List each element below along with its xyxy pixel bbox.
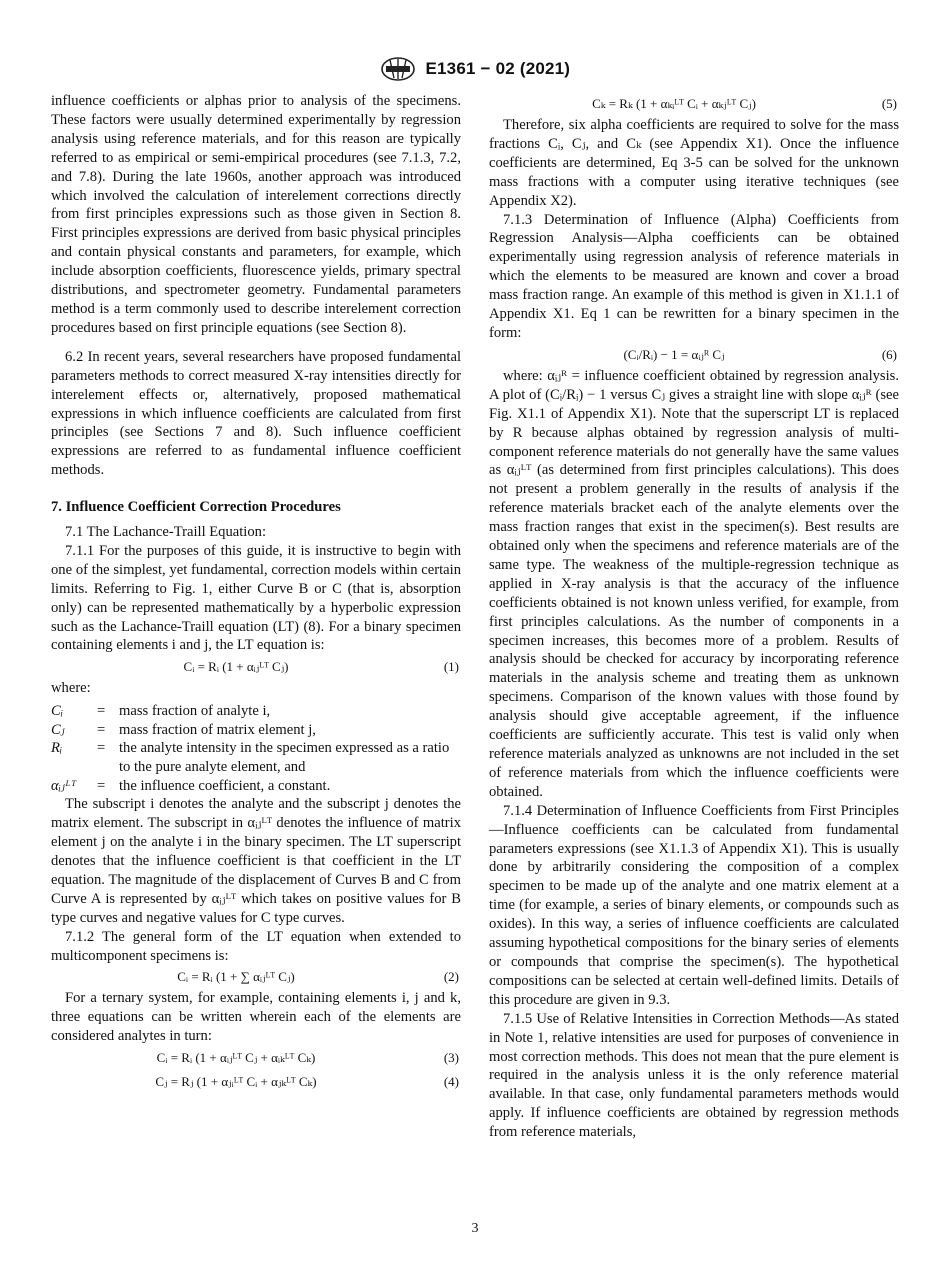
- right-column: [489, 92, 899, 1142]
- equation-5: [489, 92, 899, 116]
- definition-item: [51, 739, 461, 776]
- document-designation: E1361 − 02 (2021): [425, 59, 571, 78]
- paragraph-7-1-2: 7.1.2 The general form of the LT equation when extended to multicomponent specimens is:: [51, 928, 461, 964]
- equation-2: [51, 965, 461, 989]
- equation-3-body: Cᵢ = Rᵢ (1 + αᵢⱼᴸᵀ Cⱼ + αᵢₖᴸᵀ Cₖ): [156, 1050, 316, 1066]
- definition-equals: =: [97, 740, 106, 757]
- definition-text: the influence coefficient, a constant.: [119, 777, 331, 794]
- astm-logo-icon: [380, 56, 416, 82]
- definition-symbol: Cⱼ: [51, 721, 65, 738]
- equation-6: [489, 343, 899, 367]
- equation-6-number: (6): [881, 346, 897, 362]
- equation-3-number: (3): [443, 1050, 459, 1066]
- paragraph-7-1-5: 7.1.5 Use of Relative Intensities in Correction Methods—As stated in Note 1, relative intensities are used for purposes of convenience in most correction methods. This does not mean that the pure element is required in the analysis unless it is the only reference material available. In that case, only fundamental parameters methods would apply. If influence coefficients are obtained by regression methods from reference materials,: [489, 1010, 899, 1141]
- page-header: [0, 56, 950, 82]
- definition-equals: =: [97, 703, 106, 720]
- paragraph-ternary: For a ternary system, for example, containing elements i, j and k, three equations can be written wherein each of the elements are considered analytes in turn:: [51, 990, 461, 1045]
- page-number: 3: [471, 1221, 479, 1236]
- equation-6-body: (Cᵢ/Rᵢ) − 1 = αᵢⱼᴿ Cⱼ: [623, 346, 725, 362]
- definition-symbol: Cᵢ: [51, 703, 64, 720]
- paragraph-subscript: The subscript i denotes the analyte and the subscript j denotes the matrix element. The subscript in αᵢⱼᴸᵀ denotes the influence of matrix element j on the analyte i in the binary specimen. The LT superscript denotes that the influence coefficient is that coefficient in the LT equation. The magnitude of the displacement of Curves B and C from Curve A is represented by αᵢⱼᴸᵀ which takes on positive values for B type curves and negative values for C type curves.: [51, 796, 461, 926]
- equation-1: [51, 655, 461, 679]
- definition-text: mass fraction of analyte i,: [119, 703, 271, 720]
- paragraph-6-2: 6.2 In recent years, several researchers have proposed fundamental parameters methods to correct measured X-ray intensities directly for interelement effects or, alternatively, proposed mathematical expressions in which influence coefficients are calculated from first principles (see Sections 7 and 8). Such influence coefficient expressions are referred to as fundamental influence coefficient methods.: [51, 348, 461, 479]
- equation-1-body: Cᵢ = Rᵢ (1 + αᵢⱼᴸᵀ Cⱼ): [183, 659, 289, 675]
- paragraph-where-regression: where: αᵢⱼᴿ = influence coefficient obtained by regression analysis. A plot of (Cᵢ/Rᵢ) − 1 versus Cⱼ gives a straight line with slope αᵢⱼᴿ (see Fig. X1.1 of Appendix X1). Note that the superscript LT is replaced by R because alphas obtained by regression analysis of multi-component reference materials do not generally have the same values as αᵢⱼᴸᵀ (as determined from first principles calculations). This does not present a problem generally in the results of analysis if the reference materials bracket each of the analyte elements over the mass fraction ranges that exist in the specimen(s). Best results are obtained only when the specimens and reference materials are of the same type. The weakness of the multiple-regression technique as applied in X-ray analysis is that the accuracy of the influence coefficients obtained is not known unless verified, for example, from first principles calculations. As the number of components in a specimen increases, this becomes more of a problem. Results of analysis should be checked for accuracy by incorporating reference materials in the analysis scheme and treating them as unknown specimens. Comparison of the known values with those found by analysis should give acceptable agreement, if the influence coefficients are sufficiently accurate. This test is valid only when reference materials analyzed as unknowns are not included in the set of reference materials from which the influence coefficients were obtained.: [489, 367, 899, 800]
- section-heading: 7. Influence Coefficient Correction Procedures: [51, 499, 341, 516]
- equation-4-body: Cⱼ = Rⱼ (1 + αⱼᵢᴸᵀ Cᵢ + αⱼₖᴸᵀ Cₖ): [155, 1074, 317, 1090]
- equation-5-body: Cₖ = Rₖ (1 + αₖᵢᴸᵀ Cᵢ + αₖⱼᴸᵀ Cⱼ): [592, 96, 756, 111]
- paragraph-7-1-1: 7.1.1 For the purposes of this guide, it is instructive to begin with one of the simplest, yet fundamental, correction models within certain limits. Referring to Fig. 1, either Curve B or C (that is, absorption only) can be represented mathematically by a hyperbolic expression such as the Lachance-Traill equation (LT) (8). For a binary specimen containing elements i and j, the LT equation is:: [51, 542, 461, 654]
- equation-3: [51, 1046, 461, 1070]
- paragraph-intro: influence coefficients or alphas prior to analysis of the specimens. These factors were usually determined experimentally by regression analysis using reference materials, and for this reason are typically referred to as empirical or semi-empirical procedures (see 7.1.3, 7.2, and 7.8). During the late 1960s, another approach was introduced which involved the calculation of interelement corrections directly from first principles expressions such as those given in Section 8. First principles expressions are derived from basic physical principles and contain physical constants and parameters, for example, which include absorption coefficients, fluorescence yields, primary spectral distributions, and spectrometer geometry. Fundamental parameters method is a term commonly used to describe interelement correction procedures based on first principle equations (see Section 8).: [51, 93, 461, 336]
- equation-4-number: (4): [443, 1074, 459, 1090]
- definition-symbol: Rᵢ: [51, 740, 63, 757]
- equation-5-number: (5): [881, 96, 897, 111]
- where-label: where:: [51, 680, 91, 697]
- left-column: [51, 92, 461, 1094]
- definition-text: mass fraction of matrix element j,: [119, 721, 316, 738]
- paragraph-7-1-3: 7.1.3 Determination of Influence (Alpha) Coefficients from Regression Analysis—Alpha coefficients can be obtained experimentally using regression analysis of reference materials in which the elements to be measured are known and cover a broad mass fraction range. An example of this method is given in X1.1.1 of Appendix X1. Eq 1 can be rewritten for a binary specimen in the form:: [489, 211, 899, 341]
- equation-2-number: (2): [443, 969, 459, 985]
- definition-equals: =: [97, 777, 106, 794]
- equation-2-body: Cᵢ = Rᵢ (1 + ∑ αᵢⱼᴸᵀ Cⱼ): [177, 969, 295, 985]
- definitions-list: [51, 702, 461, 795]
- definition-item: [51, 777, 461, 796]
- definition-equals: =: [97, 721, 106, 738]
- definition-symbol: αᵢⱼᴸᵀ: [51, 777, 77, 794]
- paragraph-7-1-4: 7.1.4 Determination of Influence Coefficients from First Principles—Influence coefficients can be calculated from fundamental parameters expressions (see X1.1.3 of Appendix X1). This is usually done by arbitrarily considering the composition of a complex specimen to be made up of the analyte and one matrix element at a time (for example, a series of binary elements, or compounds such as oxides). In this way, a series of influence coefficients are calculated assuming hypothetical compositions for the binary series of elements or compounds that comprise the specimen(s). The hypothetical compositions can be selected at certain well-defined limits. Details of this procedure are given in 9.3.: [489, 802, 899, 1008]
- equation-4: [51, 1070, 461, 1094]
- definition-text: the analyte intensity in the specimen expressed as a ratio to the pure analyte element, and: [119, 740, 450, 776]
- equation-1-number: (1): [443, 659, 459, 675]
- paragraph-therefore: Therefore, six alpha coefficients are required to solve for the mass fractions Cᵢ, Cⱼ, and Cₖ (see Appendix X1). Once the influence coefficients are determined, Eq 3-5 can be solved for the unknown mass fractions with a computer using iterative techniques (see Appendix X2).: [489, 117, 899, 209]
- paragraph-7-1: 7.1 The Lachance-Traill Equation:: [65, 524, 267, 541]
- definition-item: [51, 702, 461, 721]
- definition-item: [51, 721, 461, 740]
